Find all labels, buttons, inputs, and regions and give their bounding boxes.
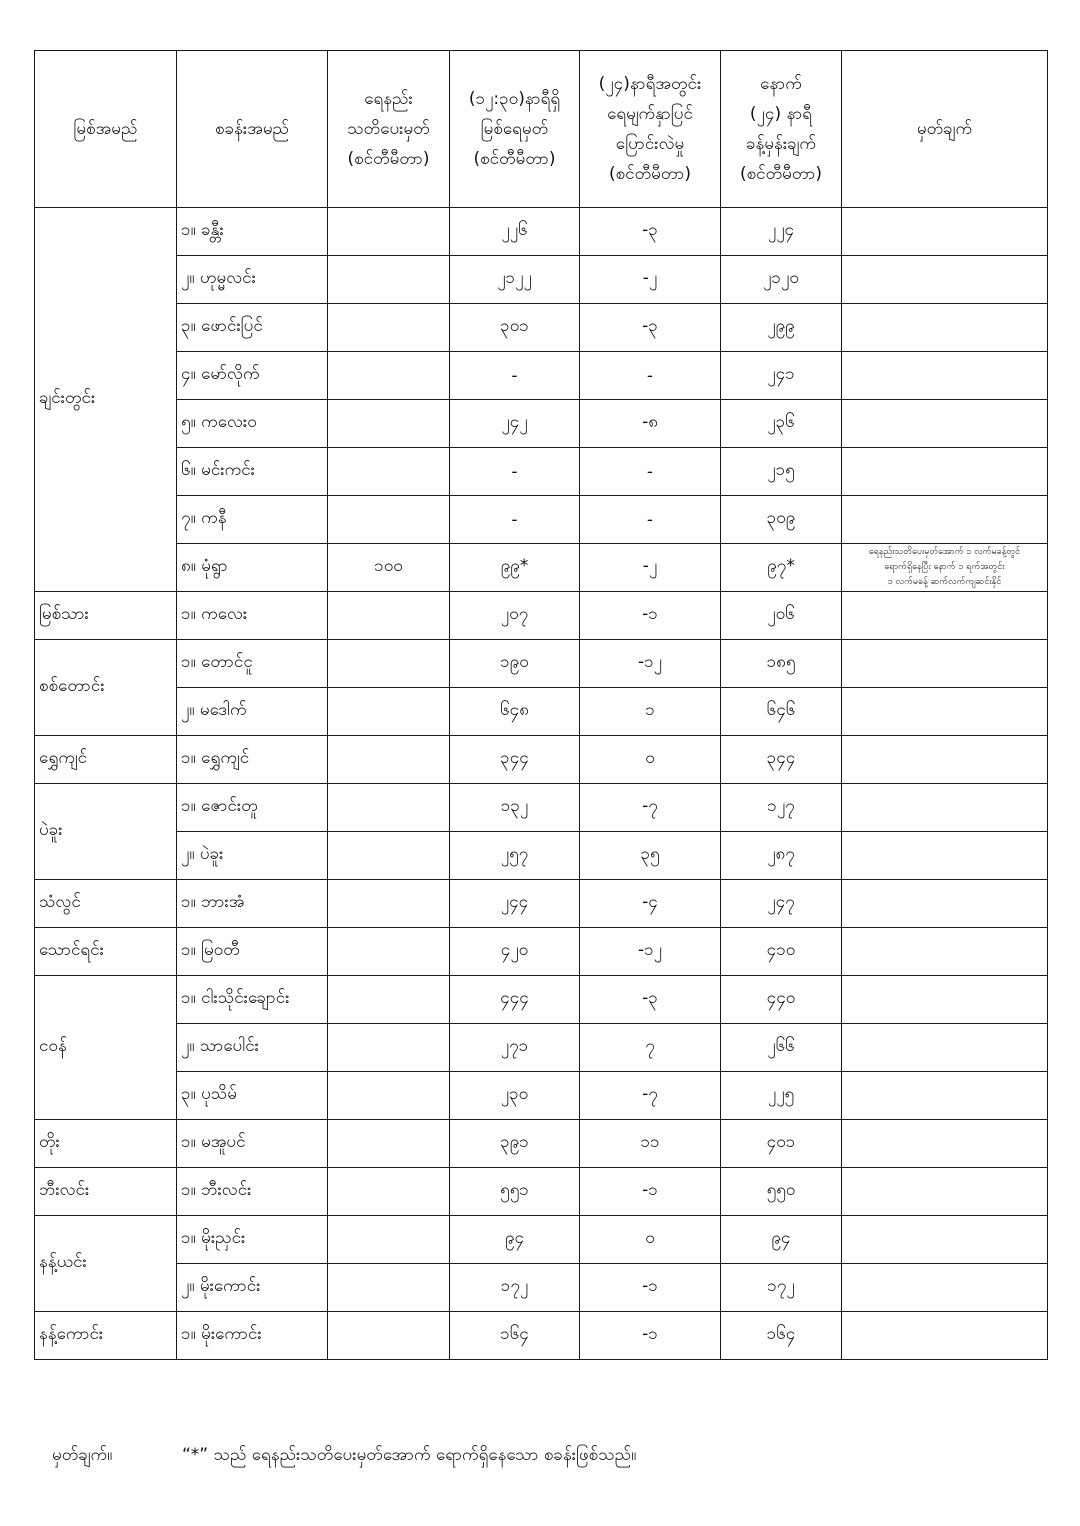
remark-cell [842,304,1048,352]
forecast-level-cell: ၄၁၀ [721,928,842,976]
station-name-cell: ၁။ ငါးသိုင်းချောင်း [177,976,328,1024]
level-change-cell: -၇ [580,784,721,832]
table-row [35,832,1048,880]
table-row [35,208,1048,256]
warning-level-cell [328,880,450,928]
table-row [35,1120,1048,1168]
forecast-level-cell: ၂၆၆ [721,1024,842,1072]
level-change-cell: - [580,448,721,496]
station-name-cell: ၁။ မြဝတီ [177,928,328,976]
forecast-level-cell: ၂၄၇ [721,880,842,928]
forecast-level-cell: ၂၄၁ [721,352,842,400]
table-row [35,640,1048,688]
table-row [35,1168,1048,1216]
current-level-cell: ၆၄၈ [450,688,580,736]
level-change-cell: -၁ [580,592,721,640]
current-level-cell: ၃၉၁ [450,1120,580,1168]
forecast-level-cell: ၉၄ [721,1216,842,1264]
station-name-cell: ၁။ ခန္တီး [177,208,328,256]
station-name-cell: ၂။ ဟုမ္မလင်း [177,256,328,304]
warning-level-cell [328,640,450,688]
current-level-cell: ၄၂၀ [450,928,580,976]
remark-line: ရေနည်းသတိပေးမှတ်အောက် ၁ လက်မခန့်တွင် [868,547,1021,557]
table-row [35,736,1048,784]
current-level-cell: ၂၄၄ [450,880,580,928]
river-name-cell: သံလွင် [35,880,177,928]
station-name-cell: ၁။ ဇောင်းတူ [177,784,328,832]
header-current-level: (၁၂:၃၀)နာရီရှိ မြစ်ရေမှတ် (စင်တီမီတာ) [450,51,580,208]
level-change-cell: -၂ [580,256,721,304]
forecast-level-cell: ၄၄၀ [721,976,842,1024]
station-name-cell: ၅။ ကလေးဝ [177,400,328,448]
remark-cell [842,736,1048,784]
station-name-cell: ၁။ ရွှေကျင် [177,736,328,784]
remark-cell [842,976,1048,1024]
forecast-level-cell: ၆၄၆ [721,688,842,736]
remark-cell [842,784,1048,832]
remark-cell [842,832,1048,880]
level-change-cell: -၁ [580,1168,721,1216]
station-name-cell: ၂။ မဒေါက် [177,688,328,736]
header-station-name: စခန်းအမည် [177,51,328,208]
current-level-cell: ၁၆၄ [450,1312,580,1360]
river-name-cell: နန့်ကောင်း [35,1312,177,1360]
table-row [35,1216,1048,1264]
warning-level-cell [328,832,450,880]
river-name-cell: ဘီးလင်း [35,1168,177,1216]
remark-cell [842,928,1048,976]
remark-cell [842,448,1048,496]
warning-level-cell [328,688,450,736]
station-name-cell: ၂။ သာပေါင်း [177,1024,328,1072]
warning-level-cell [328,1120,450,1168]
current-level-cell: - [450,352,580,400]
level-change-cell: ၀ [580,1216,721,1264]
table-row [35,928,1048,976]
current-level-cell: ၄၄၄ [450,976,580,1024]
current-level-cell: ၂၅၇ [450,832,580,880]
remark-cell [842,544,1048,592]
station-name-cell: ၂။ မိုးကောင်း [177,1264,328,1312]
station-name-cell: ၈။ မုံရွာ [177,544,328,592]
current-level-cell: - [450,448,580,496]
table-row [35,1312,1048,1360]
header-24h-forecast: နောက် (၂၄) နာရီ ခန့်မှန်းချက် (စင်တီမီတာ) [721,51,842,208]
table-row [35,688,1048,736]
warning-level-cell [328,256,450,304]
level-change-cell: -၁ [580,1264,721,1312]
forecast-level-cell: ၉၇* [721,544,842,592]
header-remarks: မှတ်ချက် [842,51,1048,208]
station-name-cell: ၁။ တောင်ငူ [177,640,328,688]
forecast-level-cell: ၂၁၅ [721,448,842,496]
current-level-cell: ၉၉* [450,544,580,592]
table-header-row [35,51,1048,208]
warning-level-cell [328,1312,450,1360]
remark-cell [842,1120,1048,1168]
station-name-cell: ၁။ မိုးကောင်း [177,1312,328,1360]
forecast-level-cell: ၂၂၅ [721,1072,842,1120]
table-row [35,304,1048,352]
current-level-cell: ၂၃၀ [450,1072,580,1120]
remark-cell [842,640,1048,688]
remark-cell [842,880,1048,928]
station-name-cell: ၁။ ကလေး [177,592,328,640]
forecast-level-cell: ၂၉၉ [721,304,842,352]
current-level-cell: ၉၄ [450,1216,580,1264]
table-row [35,400,1048,448]
forecast-level-cell: ၁၇၂ [721,1264,842,1312]
header-river-name: မြစ်အမည် [35,51,177,208]
level-change-cell: ၁၁ [580,1120,721,1168]
footnote-text: “*” သည် ရေနည်းသတိပေးမှတ်အောက် ရောက်ရှိနေသော စခန်းဖြစ်သည်။ [182,1445,637,1465]
level-change-cell: -၃ [580,208,721,256]
warning-level-cell [328,1072,450,1120]
remark-cell [842,496,1048,544]
table-row [35,352,1048,400]
remark-cell [842,1216,1048,1264]
warning-level-cell [328,1264,450,1312]
warning-level-cell [328,736,450,784]
station-name-cell: ၄။ မော်လိုက် [177,352,328,400]
remark-line: ရောက်ရှိနေပြီး နောက် ၁ ရက်အတွင်း [884,562,1005,572]
warning-level-cell [328,592,450,640]
station-name-cell: ၆။ မင်းကင်း [177,448,328,496]
forecast-level-cell: ၂၃၆ [721,400,842,448]
level-change-cell: -၁ [580,1312,721,1360]
river-name-cell: ချင်းတွင်း [35,208,177,592]
table-row [35,592,1048,640]
station-name-cell: ၇။ ကနီ [177,496,328,544]
warning-level-cell [328,352,450,400]
level-change-cell: - [580,352,721,400]
remark-line: ၁ လက်မခန့် ဆက်လက်ကျဆင်းနိုင် [887,577,1002,587]
remark-cell [842,1168,1048,1216]
table-row [35,544,1048,592]
remark-cell [842,1264,1048,1312]
river-name-cell: သောင်ရင်း [35,928,177,976]
river-name-cell: ရွှေကျင် [35,736,177,784]
forecast-level-cell: ၂၈၇ [721,832,842,880]
warning-level-cell [328,928,450,976]
table-row [35,448,1048,496]
river-name-cell: ပဲခူး [35,784,177,880]
level-change-cell: -၃ [580,304,721,352]
remark-cell [842,208,1048,256]
level-change-cell: -၃ [580,976,721,1024]
warning-level-cell [328,208,450,256]
warning-level-cell [328,1024,450,1072]
table-row [35,256,1048,304]
level-change-cell: ၃၅ [580,832,721,880]
level-change-cell: - [580,496,721,544]
table-row [35,976,1048,1024]
remark-cell [842,1312,1048,1360]
current-level-cell: ၁၉၀ [450,640,580,688]
forecast-level-cell: ၁၂၇ [721,784,842,832]
footnote [52,1440,1052,1470]
current-level-cell: ၃၄၄ [450,736,580,784]
remark-cell [842,592,1048,640]
station-name-cell: ၁။ ဘီးလင်း [177,1168,328,1216]
warning-level-cell [328,496,450,544]
forecast-level-cell: ၄၀၁ [721,1120,842,1168]
forecast-level-cell: ၂၀၆ [721,592,842,640]
table-row [35,1024,1048,1072]
current-level-cell: ၃၀၁ [450,304,580,352]
remark-cell [842,1072,1048,1120]
level-change-cell: ၇ [580,1024,721,1072]
station-name-cell: ၃။ ဖောင်းပြင် [177,304,328,352]
station-name-cell: ၃။ ပုသိမ် [177,1072,328,1120]
forecast-level-cell: ၁၈၅ [721,640,842,688]
water-level-table [34,50,1048,1360]
level-change-cell: -၁၂ [580,640,721,688]
current-level-cell: ၂၄၂ [450,400,580,448]
current-level-cell: ၂၂၆ [450,208,580,256]
level-change-cell: -၈ [580,400,721,448]
warning-level-cell [328,1168,450,1216]
table-row [35,1264,1048,1312]
current-level-cell: - [450,496,580,544]
remark-cell [842,256,1048,304]
level-change-cell: ၀ [580,736,721,784]
station-name-cell: ၁။ မအူပင် [177,1120,328,1168]
table-row [35,784,1048,832]
river-name-cell: မြစ်သား [35,592,177,640]
warning-level-cell [328,304,450,352]
header-low-warning-level: ရေနည်း သတိပေးမှတ် (စင်တီမီတာ) [328,51,450,208]
river-name-cell: တိုး [35,1120,177,1168]
forecast-level-cell: ၂၁၂၀ [721,256,842,304]
remark-cell [842,352,1048,400]
level-change-cell: -၄ [580,880,721,928]
current-level-cell: ၂၇၁ [450,1024,580,1072]
current-level-cell: ၂၁၂၂ [450,256,580,304]
forecast-level-cell: ၃၀၉ [721,496,842,544]
station-name-cell: ၁။ ဘားအံ [177,880,328,928]
current-level-cell: ၅၅၁ [450,1168,580,1216]
table-row [35,496,1048,544]
warning-level-cell [328,1216,450,1264]
warning-level-cell [328,448,450,496]
table-row [35,1072,1048,1120]
current-level-cell: ၂၀၇ [450,592,580,640]
station-name-cell: ၁။ မိုးညှင်း [177,1216,328,1264]
forecast-level-cell: ၅၅၀ [721,1168,842,1216]
warning-level-cell [328,784,450,832]
remark-cell [842,688,1048,736]
river-name-cell: စစ်တောင်း [35,640,177,736]
warning-level-cell: ၁၀၀ [328,544,450,592]
table-body [35,208,1048,1360]
warning-level-cell [328,400,450,448]
current-level-cell: ၁၃၂ [450,784,580,832]
level-change-cell: ၁ [580,688,721,736]
level-change-cell: -၂ [580,544,721,592]
warning-level-cell [328,976,450,1024]
remark-cell [842,400,1048,448]
station-name-cell: ၂။ ပဲခူး [177,832,328,880]
header-24h-change: (၂၄)နာရီအတွင်း ရေမျက်နှာပြင် ပြောင်းလဲမှု (စင်တီမီတာ) [580,51,721,208]
river-name-cell: နန့်ယင်း [35,1216,177,1312]
current-level-cell: ၁၇၂ [450,1264,580,1312]
river-name-cell: ငဝန် [35,976,177,1120]
footnote-label: မှတ်ချက်။ [52,1445,113,1465]
remark-cell [842,1024,1048,1072]
forecast-level-cell: ၁၆၄ [721,1312,842,1360]
forecast-level-cell: ၃၄၄ [721,736,842,784]
forecast-level-cell: ၂၂၄ [721,208,842,256]
table-row [35,880,1048,928]
level-change-cell: -၁၂ [580,928,721,976]
level-change-cell: -၇ [580,1072,721,1120]
